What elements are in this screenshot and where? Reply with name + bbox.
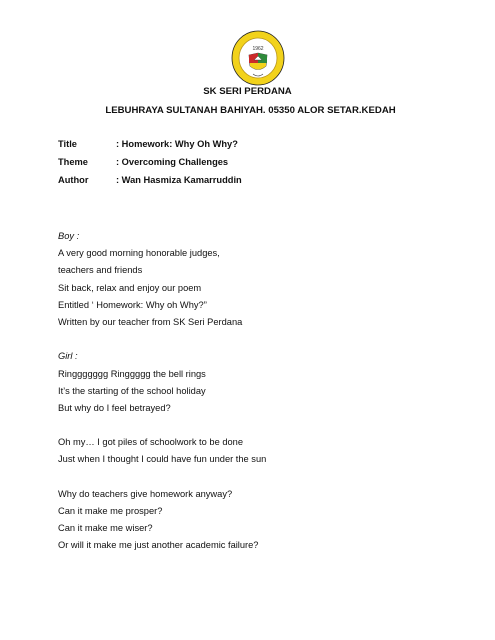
speaker-label-boy: Boy : (58, 231, 80, 241)
school-crest-logo (231, 30, 285, 86)
meta-value: : Overcoming Challenges (116, 157, 229, 167)
meta-label: Title (58, 139, 77, 149)
school-name: SK SERI PERDANA (203, 86, 292, 97)
poem-line: Why do teachers give homework anyway? (58, 488, 233, 499)
poem-line: Sit back, relax and enjoy our poem (58, 282, 202, 293)
meta-label: Author (58, 175, 89, 185)
poem-line: Oh my… I got piles of schoolwork to be done (58, 437, 243, 448)
meta-value: : Homework: Why Oh Why? (116, 139, 238, 149)
speaker-label-girl: Girl : (58, 351, 78, 362)
poem-line: Entitled ‘ Homework: Why oh Why?” (58, 299, 207, 310)
poem-line: Or will it make me just another academic failure? (58, 540, 259, 551)
school-address: LEBUHRAYA SULTANAH BAHIYAH. 05350 ALOR SETAR.KEDAH (105, 105, 396, 116)
meta-row-author (58, 175, 242, 193)
poem-line: teachers and friends (58, 265, 143, 276)
poem-metadata (58, 139, 242, 193)
poem-line: Just when I thought I could have fun under the sun (58, 454, 267, 465)
meta-row-theme (58, 157, 242, 175)
meta-label: Theme (58, 157, 88, 167)
meta-value: : Wan Hasmiza Kamarruddin (116, 175, 242, 185)
poem-line: It’s the starting of the school holiday (58, 385, 206, 396)
poem-line: But why do I feel betrayed? (58, 402, 171, 413)
poem-body (58, 228, 266, 555)
meta-row-title (58, 139, 242, 157)
logo-year: 1962 (252, 46, 264, 52)
poem-line: A very good morning honorable judges, (58, 248, 220, 259)
poem-line: Written by our teacher from SK Seri Perdana (58, 316, 243, 327)
poem-line: Ringgggggg Ringgggg the bell rings (58, 368, 206, 379)
poem-line: Can it make me wiser? (58, 523, 153, 534)
poem-line: Can it make me prosper? (58, 506, 163, 516)
